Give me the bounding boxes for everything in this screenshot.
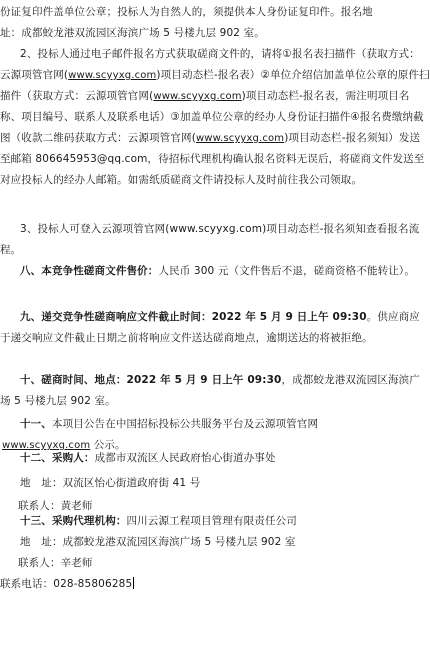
intro-line-2: 址：成都蛟龙港双流园区海滨广场 5 号楼九层 902 室。 bbox=[0, 27, 265, 39]
section-12-purchaser: 十二、采购人：成都市双流区人民政府怡心街道办事处 bbox=[20, 452, 276, 464]
section-10-heading: 十、磋商时间、地点： bbox=[20, 374, 127, 386]
intro-line-1: 份证复印件盖单位公章；投标人为自然人的，须提供本人身份证复印件。报名地 bbox=[0, 6, 373, 18]
agency-address: 地 址：成都蛟龙港双流园区海滨广场 5 号楼九层 902 室 bbox=[20, 536, 296, 548]
section-9-heading: 九、递交竞争性磋商响应文件截止时间： bbox=[20, 311, 212, 323]
section-8-price: 八、本竞争性磋商文件售价：人民币 300 元（文件售后不退，磋商资格不能转让）。 bbox=[20, 265, 415, 277]
section-10-datetime: 2022 年 5 月 9 日上午 09:30 bbox=[126, 374, 282, 386]
contact-phone: 联系电话：028-85806285 bbox=[0, 578, 133, 590]
website-link-4[interactable]: www.scyyxg.com bbox=[2, 440, 91, 451]
section-10-time-place: 十、磋商时间、地点：2022 年 5 月 9 日上午 09:30，成都蛟龙港双流园区海滨广场 5 号楼九层 902 室。 bbox=[0, 374, 420, 407]
purchaser-contact: 联系人：黄老师 bbox=[18, 500, 93, 512]
phone-number: 028-85806285 bbox=[53, 578, 133, 590]
online-registration-paragraph: 3、投标人可登入云源项管官网(www.scyyxg.com)项目动态栏-报名须知查看报名流程。 bbox=[0, 223, 420, 256]
section-13-agency: 十三、采购代理机构：四川云源工程项目管理有限责任公司 bbox=[20, 515, 297, 527]
section-9-deadline: 九、递交竞争性磋商响应文件截止时间：2022 年 5 月 9 日上午 09:30。供应商应于递交响应文件截止日期之前将响应文件送达磋商地点，逾期送达的将被拒绝。 bbox=[0, 311, 420, 344]
section-11-notice: 十一、本项目公告在中国招标投标公共服务平台及云源项管官网 www.scyyxg.com 公示。 bbox=[2, 418, 319, 451]
text-cursor bbox=[133, 577, 134, 589]
intro-paragraph bbox=[0, 2, 430, 44]
section-8-heading: 八、本竞争性磋商文件售价： bbox=[20, 265, 159, 277]
email-registration-paragraph: 2、投标人通过电子邮件报名方式获取磋商文件的，请将①报名表扫描件（获取方式：云源项管官网(www.scyyxg.com)项目动态栏-报名表）②单位介绍信加盖单位公章的原件扫描件（获取方式：云源项管官网(www.scyyxg.com)项目动态栏-报名表，需注明项目名称、项目编号、联系人及联系电话）③加盖单位公章的经办人身份证扫描件④报名费缴纳截图（收款二维码获取方式：云源项管官网(www.scyyxg.com)项目动态栏-报名须知）发送至邮箱 806645953@qq.com，待招标代理机构确认报名资料无误后，将磋商文件发送至对应投标人的经办人邮箱。如需纸质磋商文件请投标人及时前往我公司领取。 bbox=[0, 48, 430, 186]
section-12-heading: 十二、采购人： bbox=[20, 452, 95, 464]
purchaser-address: 地 址：双流区怡心街道政府街 41 号 bbox=[20, 477, 201, 489]
section-13-heading: 十三、采购代理机构： bbox=[20, 515, 127, 527]
website-link-3[interactable]: www.scyyxg.com bbox=[195, 133, 285, 144]
website-link-1[interactable]: www.scyyxg.com bbox=[68, 70, 157, 81]
agency-contact: 联系人：辛老师 bbox=[18, 557, 93, 569]
section-9-datetime: 2022 年 5 月 9 日上午 09:30 bbox=[211, 311, 367, 323]
section-11-heading: 十一、 bbox=[20, 418, 52, 430]
website-link-2[interactable]: www.scyyxg.com bbox=[153, 91, 242, 102]
